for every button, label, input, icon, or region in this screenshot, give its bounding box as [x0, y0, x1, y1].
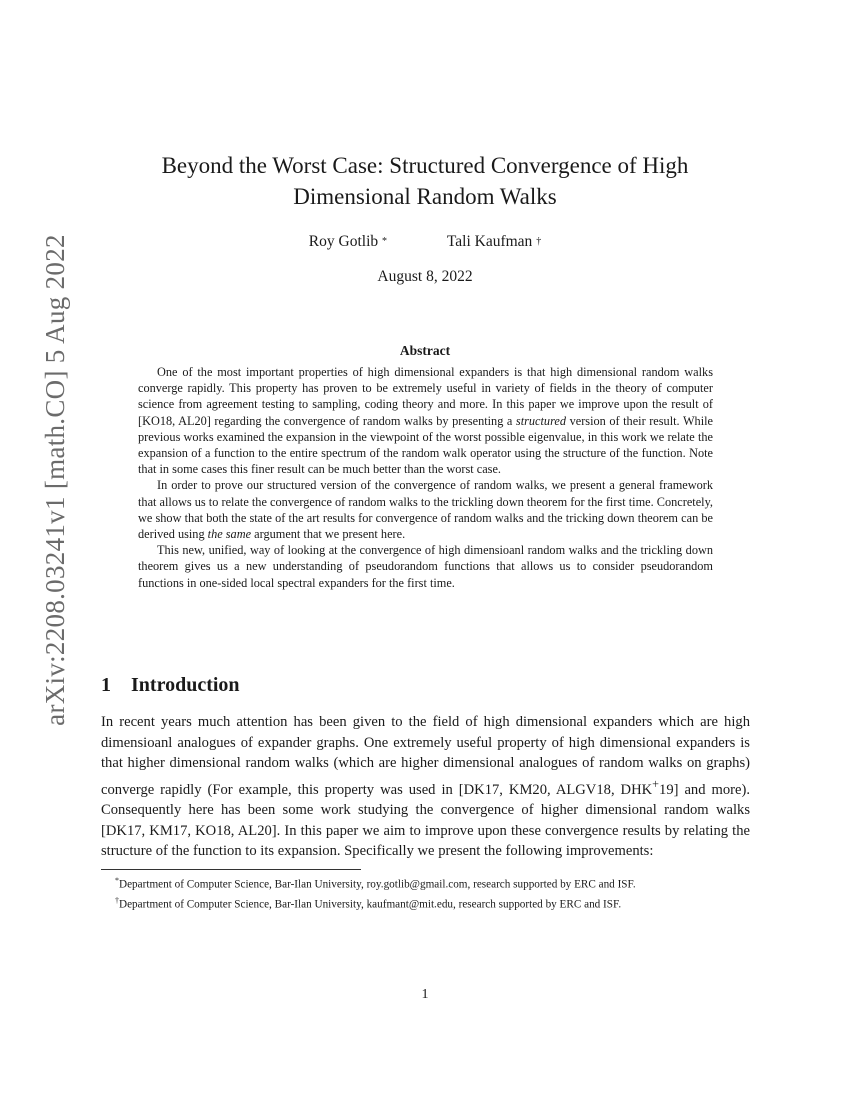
author-name: Tali Kaufman	[446, 233, 533, 250]
abstract-paragraph: This new, unified, way of looking at the convergence of high dimensioanl random walks and the trickling down theorem gives us a new understanding of pseudorandom functions that allows us to consider pseudorandom functions in one-sided local spectral expanders for the first time.	[138, 543, 713, 590]
superscript: +	[652, 776, 660, 791]
footnote-text: Department of Computer Science, Bar-Ilan University, roy.gotlib@gmail.com, research supported by ERC and ISF.	[119, 878, 636, 891]
emphasis: the same	[207, 527, 252, 542]
emphasis: structured	[515, 413, 567, 428]
footnote	[101, 873, 750, 893]
footnote-text: Department of Computer Science, Bar-Ilan University, kaufmant@mit.edu, research supported by ERC and ISF.	[119, 898, 622, 911]
abstract-paragraph: In order to prove our structured version of the convergence of random walks, we present a general framework that allows us to relate the convergence of random walks to the trickling down theorem for the first time. Concretely, we show that both the state of the art results for convergence of random walks and the tricking down theorem can be derived using the same argument that we present here.	[138, 478, 713, 542]
footnote-mark: *	[115, 876, 119, 885]
author-name: Roy Gotlib	[308, 233, 379, 250]
page-number: 1	[421, 987, 429, 1002]
section-heading	[101, 674, 240, 697]
paper-title: Beyond the Worst Case: Structured Convergence of High Dimensional Random Walks	[161, 153, 689, 209]
abstract-body	[138, 364, 713, 591]
arxiv-identifier: arXiv:2208.03241v1 [math.CO] 5 Aug 2022	[40, 234, 70, 726]
author-footnote-mark: †	[536, 236, 542, 247]
author-footnote-mark: *	[382, 236, 387, 247]
introduction-paragraph: In recent years much attention has been given to the field of high dimensional expanders which are high dimensioanl analogues of expander graphs. One extremely useful property of high dimensional expanders is that higher dimensional random walks (which are higher dimensional analogues of random walks on graphs) converge rapidly (For example, this property was used in [DK17, KM20, ALGV18, DHK+19] and more). Consequently here has been some work studying the convergence of higher dimensional random walks [DK17, KM17, KO18, AL20]. In this paper we aim to improve upon these convergence results by relating the structure of the function to its expansion. Specifically we present the following improvements:	[101, 714, 750, 860]
section-number: 1	[101, 674, 111, 696]
abstract-paragraph: One of the most important properties of high dimensional expanders is that high dimensional random walks converge rapidly. This property has proven to be extremely useful in variety of fields in the theory of computer science from agreement testing to sampling, coding theory and more. In this paper we improve upon the result of [KO18, AL20] regarding the convergence of random walks by presenting a structured version of their result. While previous works examined the expansion in the viewpoint of the worst possible eigenvalue, in this work we relate the expansion of a function to the entire spectrum of the random walk operator using the structure of the function. Note that in some cases this finer result can be much better than the worst case.	[138, 365, 713, 477]
author-list	[0, 233, 850, 251]
footnote	[101, 893, 750, 913]
section-title: Introduction	[131, 674, 240, 696]
footnotes	[101, 873, 750, 913]
footnote-divider	[101, 869, 361, 870]
footnote-mark: †	[115, 896, 119, 906]
author	[309, 233, 387, 251]
paper-date: August 8, 2022	[377, 268, 473, 285]
abstract-heading: Abstract	[399, 343, 451, 358]
author	[447, 233, 541, 251]
